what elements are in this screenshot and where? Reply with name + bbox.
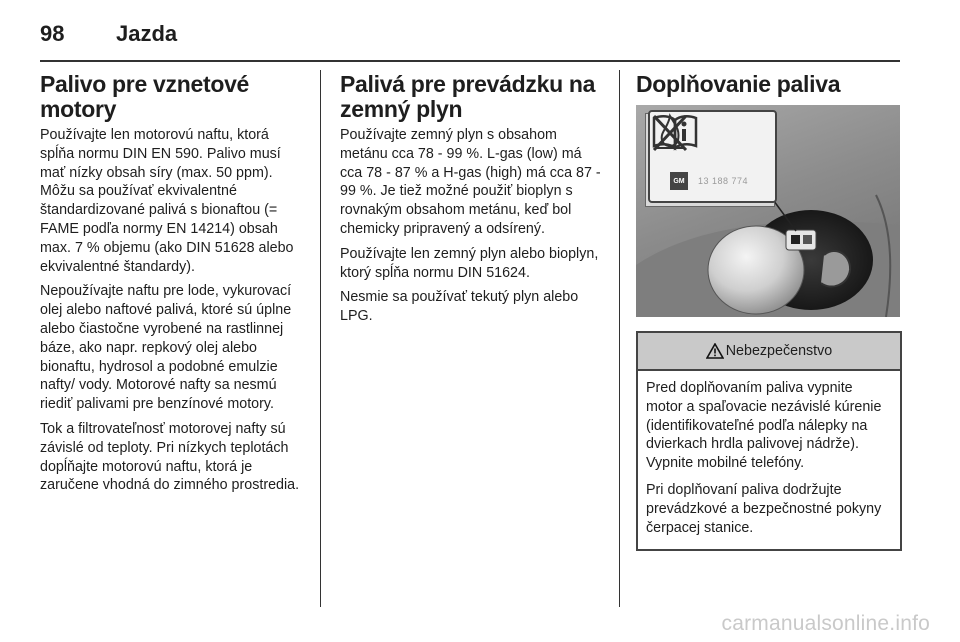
page-number: 98 bbox=[40, 21, 65, 46]
column-natural-gas bbox=[340, 72, 604, 332]
chapter-title: Jazda bbox=[116, 21, 178, 46]
paragraph: Nepoužívajte naftu pre lode, vykurovací olej alebo naftové palivá, ktoré sú úplne alebo čiastočne vyrobené na rastlinnej báze, ako napr. repkový olej alebo bionaftu, hydrosol a podobné emulzie nafty/ vody. Motorové nafty sa nesmú riediť palivami pre benzínové motory. bbox=[40, 283, 292, 413]
header-divider bbox=[40, 60, 900, 62]
watermark: carmanualsonline.info bbox=[721, 612, 930, 635]
paragraph: Tok a filtrovateľnosť motorovej nafty sú závislé od teploty. Pri nízkych teplotách dopĺňajte motorovú naftu, ktorá je zaručene vhodná do zimného prostredia. bbox=[40, 420, 300, 494]
fuel-flap-image bbox=[636, 105, 900, 317]
paragraph: Používajte len zemný plyn alebo bioplyn, ktorý spĺňa normu DIN 51624. bbox=[340, 245, 599, 281]
column-diesel bbox=[40, 72, 306, 501]
column-refuelling bbox=[636, 72, 902, 551]
read-manual-icon bbox=[650, 112, 700, 152]
page-header bbox=[40, 18, 177, 50]
column-divider-1 bbox=[320, 70, 321, 607]
fuel-sticker bbox=[648, 110, 777, 203]
warning-triangle-icon bbox=[706, 343, 724, 359]
warning-body bbox=[638, 371, 900, 549]
warning-title: Nebezpečenstvo bbox=[725, 343, 833, 359]
paragraph: Nesmie sa používať tekutý plyn alebo LPG. bbox=[340, 289, 579, 325]
section-heading-diesel: Palivo pre vznetové motory bbox=[40, 71, 250, 122]
sticker-part-number: 13 188 774 bbox=[698, 176, 749, 186]
section-heading-refuelling: Doplňovanie paliva bbox=[636, 71, 841, 97]
warning-box bbox=[636, 331, 902, 551]
paragraph: Používajte zemný plyn s obsahom metánu cca 78 - 99 %. L-gas (low) má cca 78 - 87 % a H-gas (high) má cca 87 - 99 %. Je tiež možné použiť bioplyn s rovnakým obsahom metánu, keď bol chemicky pripravený a odsírený. bbox=[340, 127, 601, 237]
column-divider-2 bbox=[619, 70, 620, 607]
paragraph: Pri doplňovaní paliva dodržujte prevádzkové a bezpečnostné pokyny čerpacej stanice. bbox=[646, 481, 882, 536]
section-heading-natural-gas: Palivá pre prevádzku na zemný plyn bbox=[340, 71, 596, 122]
brand-logo: GM bbox=[670, 172, 688, 190]
warning-header bbox=[638, 333, 900, 371]
paragraph: Pred doplňovaním paliva vypnite motor a spaľovacie nezávislé kúrenie (identifikovateľné podľa nálepky na dvierkach hrdla palivovej nádrže). Vypnite mobilné telefóny. bbox=[646, 380, 882, 472]
paragraph: Používajte len motorovú naftu, ktorá spĺňa normu DIN EN 590. Palivo musí mať nízky obsah síry (max. 50 ppm). Môžu sa používať ekvivalentné štandardizované palivá s bionaftou (= FAME podľa normy EN 14214) obsah max. 7 % objemu (ako DIN 51628 alebo ekvivalentné štandardy). bbox=[40, 127, 294, 275]
